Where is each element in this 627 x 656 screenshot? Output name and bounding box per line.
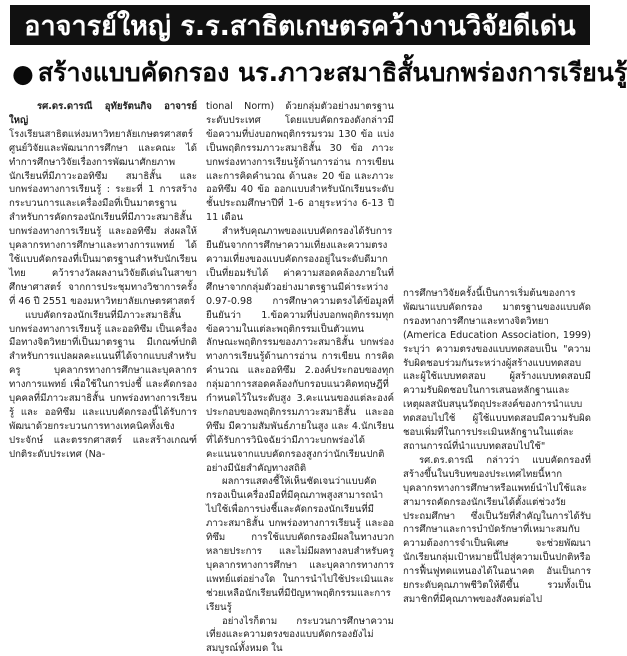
article-paragraph: tional Norm) ด้วยกลุ่มตัวอย่างมาตรฐานระดับประเทศ โดยแบบคัดกรองดังกล่าวมีข้อความที่บ่งบอกพฤติกรรมรวม 130 ข้อ แบ่งเป็นพฤติกรรมภาวะสมาธิสั้น 30 ข้อ ภาวะบกพร่องทางการเรียนรู้ด้านการอ่าน การเขียน และการคิดคำนวณ ด้านละ 20 ข้อ และภาวะออทิซึม 40 ข้อ ออกแบบสำหรับนักเรียนระดับชั้นประถมศึกษาปีที่ 1-6 อายุระหว่าง 6-13 ปี 11 เดือน: [206, 101, 394, 224]
bullet-icon: ●: [12, 58, 34, 88]
article-paragraph: แบบคัดกรองนักเรียนที่มีภาวะสมาธิสั้น บกพร่องทางการเรียนรู้ และออทิซึม เป็นเครื่องมือทางจิตวิทยาที่เป็นมาตรฐาน มีเกณฑ์ปกติสำหรับการแปลผลคะแนนที่ได้จากแบบสำหรับครู บุคลากรทางการศึกษาและบุคลากรทางการแพทย์ เพื่อใช้ในการบ่งชี้ และคัดกรองบุคคลที่มีภาวะสมาธิสั้น บกพร่องทางการเรียนรู้ และ ออทิซึม และแบบคัดกรองนี้ได้รับการพัฒนาด้วยกระบวนการทางเทคนิคทั้งเชิงประจักษ์ และตรรกศาสตร์ และสร้างเกณฑ์ปกติระดับประเทศ (Na-: [9, 309, 197, 460]
byline-paragraph: รศ.ดร.ดารณี อุทัยรัตนกิจ อาจารย์ใหญ่: [9, 101, 197, 126]
article-column-1: [9, 100, 197, 520]
article-headline: [12, 51, 627, 95]
section-banner: [10, 5, 590, 45]
article-paragraph: ผลการแสดงชี้ให้เห็นชัดเจนว่าแบบคัดกรองเป็นเครื่องมือที่มีคุณภาพสูงสามารถนำไปใช้เพื่อการบ่งชี้และคัดกรองนักเรียนที่มีภาวะสมาธิสั้น บกพร่องทางการเรียนรู้ และออทิซึม การใช้แบบคัดกรองมีผลในทางบวกหลายประการ และไม่มีผลทางลบสำหรับครูบุคลากรทางการศึกษา และบุคลากรทางการแพทย์แต่อย่างใด ในการนำไปใช้ประเมินและช่วยเหลือนักเรียนที่มีปัญหาพฤติกรรมและการเรียนรู้: [206, 476, 394, 613]
headline-text: สร้างแบบคัดกรอง นร.ภาวะสมาธิสั้นบกพร่องการเรียนรู้: [37, 58, 627, 87]
article-column-2: [206, 100, 394, 655]
article-paragraph: โรงเรียนสาธิตแห่งมหาวิทยาลัยเกษตรศาสตร์ ศูนย์วิจัยและพัฒนาการศึกษา และคณะ ได้ทำการศึกษาวิจัยเรื่องการพัฒนาศักยภาพนักเรียนที่มีภาวะออทิซึม สมาธิสั้น และบกพร่องทางการเรียนรู้ : ระยะที่ 1 การสร้างกระบวนการและเครื่องมือที่เป็นมาตรฐานสำหรับการคัดกรองนักเรียนที่มีภาวะสมาธิสั้น บกพร่องทางการเรียนรู้ และออทิซึม ส่งผลให้บุคลากรทางการศึกษาและทางการแพทย์ ได้ใช้แบบคัดกรองที่เป็นมาตรฐานสำหรับนักเรียนไทย คว้ารางวัลผลงานวิจัยดีเด่นในสาขาศึกษาศาสตร์ จากการประชุมทางวิชาการครั้งที่ 46 ปี 2551 ของมหาวิทยาลัยเกษตรศาสตร์: [9, 128, 197, 307]
banner-title: อาจารย์ใหญ่ ร.ร.สาธิตเกษตรคว้างานวิจัยดีเด่น: [24, 10, 576, 42]
article-paragraph: สำหรับคุณภาพของแบบคัดกรองได้รับการยืนยันจากการศึกษาความเที่ยงและความตรง ความเที่ยงของแบบคัดกรองอยู่ในระดับดีมากเป็นที่ยอมรับได้ ค่าความสอดคล้องภายในที่ศึกษาจากกลุ่มตัวอย่างมาตรฐานมีค่าระหว่าง 0.97-0.98 การศึกษาความตรงได้ข้อมูลที่ยืนยันว่า 1.ข้อความที่บ่งบอกพฤติกรรมทุกข้อความในแต่ละพฤติกรรมเป็นตัวแทนลักษณะพฤติกรรมของภาวะสมาธิสั้น บกพร่องทางการเรียนรู้ด้านการอ่าน การเขียน การคิดคำนวณ และออทิซึม 2.องค์ประกอบของทุกกลุ่มอาการสอดคล้องกับกรอบแนวคิดทฤษฎีที่กำหนดไว้ในระดับสูง 3.คะแนนของแต่ละองค์ประกอบของพฤติกรรมภาวะสมาธิสั้น และออทิซึม มีความสัมพันธ์ภายในสูง และ 4.นักเรียนที่ได้รับการวินิจฉัยว่ามีภาวะบกพร่องได้คะแนนจากแบบคัดกรองสูงกว่านักเรียนปกติอย่างมีนัยสำคัญทางสถิติ: [206, 226, 394, 474]
article-column-3: [403, 287, 591, 622]
article-paragraph: อย่างไรก็ตาม กระบวนการศึกษาความเที่ยงและความตรงของแบบคัดกรองยังไม่สมบูรณ์ทั้งหมด ใน: [206, 615, 394, 655]
article-paragraph: รศ.ดร.ดารณี กล่าวว่า แบบคัดกรองที่สร้างขึ้นในบริบทของประเทศไทยนี้หากบุคลากรทางการศึกษาหรือแพทย์นำไปใช้และสามารถคัดกรองนักเรียนได้ตั้งแต่ช่วงวัยประถมศึกษา ซึ่งเป็นวัยที่สำคัญในการได้รับการศึกษาและการบำบัดรักษาที่เหมาะสมกับความต้องการจำเป็นพิเศษ จะช่วยพัฒนานักเรียนกลุ่มเป้าหมายนี้ไปสู่ความเป็นปกติหรือการฟื้นฟูทดแทนองได้ในอนาคต อันเป็นการยกระดับคุณภาพชีวิตให้ดีขึ้น รวมทั้งเป็นสมาชิกที่มีคุณภาพของสังคมต่อไป: [403, 454, 591, 605]
article-paragraph: การศึกษาวิจัยครั้งนี้เป็นการเริ่มต้นของการพัฒนาแบบคัดกรอง มาตรฐานของแบบคัดกรองทางการศึกษาและทางจิตวิทยา (America Education Association, 1999) ระบุว่า ความตรงของแบบทดสอบเป็น "ความรับผิดชอบร่วมกันระหว่างผู้สร้างแบบทดสอบและผู้ใช้แบบทดสอบ ผู้สร้างแบบทดสอบมีความรับผิดชอบในการเสนอหลักฐานและเหตุผลสนับสนุนวัตถุประสงค์ของการนำแบบทดสอบไปใช้ ผู้ใช้แบบทดสอบมีความรับผิดชอบเพิ่มที่ในการประเมินหลักฐานในแต่ละสถานการณ์ที่นำแบบทดสอบไปใช้": [403, 288, 591, 452]
